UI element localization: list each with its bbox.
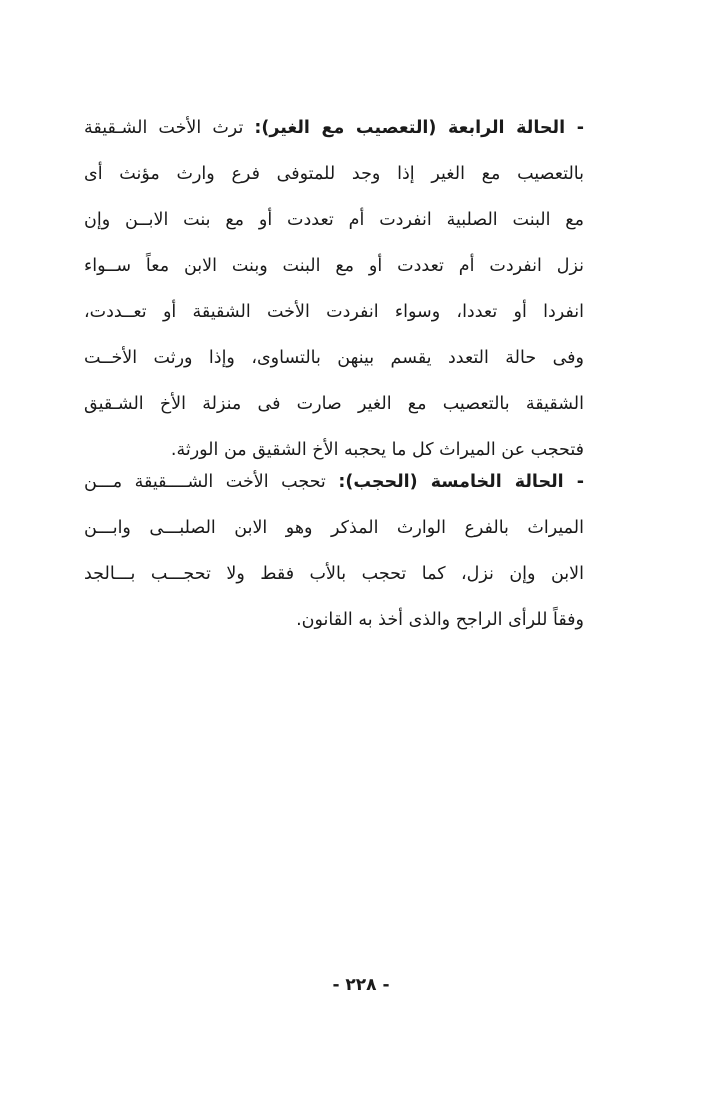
page-number: - ٢٢٨ -	[332, 975, 390, 995]
paragraph-text: ترث الأخت الشـقيقة	[84, 118, 244, 138]
paragraph-line: وفقاً للرأى الراجح والذى أخذ به القانون.	[296, 610, 584, 630]
paragraph-line: انفردا أو تعددا، وسواء انفردت الأخت الشقيقة أو تعــددت،	[84, 302, 584, 322]
case-four-heading: - الحالة الرابعة (التعصيب مع الغير):	[254, 118, 584, 138]
paragraph-line: فتحجب عن الميراث كل ما يحجبه الأخ الشقيق من الورثة.	[170, 440, 584, 460]
paragraph-line: الميراث بالفرع الوارث المذكر وهو الابن الصلبـــى وابـــن	[84, 518, 584, 538]
paragraph-text: تحجب الأخت الشــــقيقة مـــن	[84, 472, 326, 492]
paragraph-line: الابن وإن نزل، كما تحجب بالأب فقط ولا تحجـــب بـــالجد	[84, 564, 584, 584]
case-five-heading: - الحالة الخامسة (الحجب):	[338, 472, 584, 492]
paragraph-line	[84, 462, 584, 502]
paragraph-line: الشقيقة بالتعصيب مع الغير صارت فى منزلة الأخ الشـقيق	[84, 394, 584, 414]
paragraph-line: وفى حالة التعدد يقسم بينهن بالتساوى، وإذا ورثت الأخــت	[84, 348, 584, 368]
paragraph-line: بالتعصيب مع الغير إذا وجد للمتوفى فرع وارث مؤنث أى	[84, 164, 584, 184]
paragraph-line	[84, 108, 584, 148]
paragraph-line: مع البنت الصلبية انفردت أم تعددت أو مع بنت الابــن وإن	[84, 210, 584, 230]
paragraph-line: نزل انفردت أم تعددت أو مع البنت وبنت الابن معاً ســواء	[84, 256, 584, 276]
